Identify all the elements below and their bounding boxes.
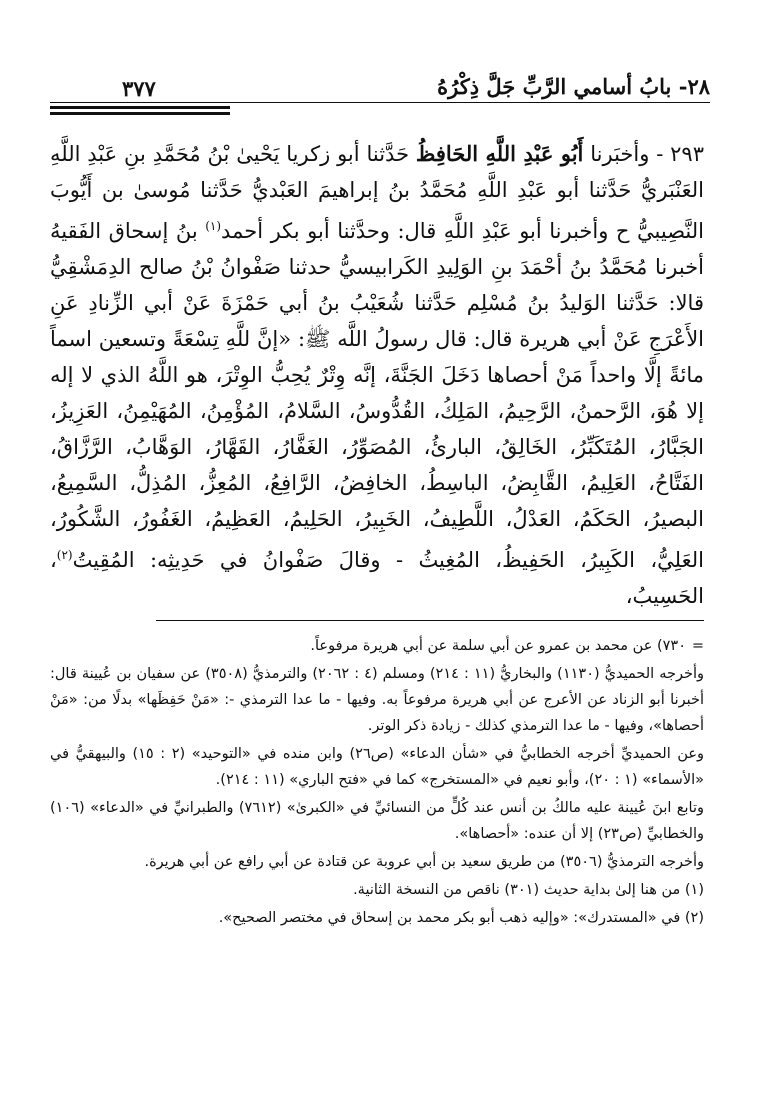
narrator-name: أَبُو عَبْدِ اللَّهِ الحَافِظُ [415,141,584,166]
page-number-rule-upper [50,106,230,109]
hadith-body: بنُ إسحاق الفَقيهُ أخبرنا مُحَمَّدُ بنُ أحْمَدَ بنِ الوَلِيدِ الكَرابيسيُّ حدثنا صَفْوانُ بْنُ صالح الدِمَشْقِيُّ قالا: حَدَّثنا الوَليدُ بنُ مُسْلِم حَدَّثنا شُعَيْبُ بنُ أبي حَمْزَةَ عَنْ أبي الزِّنادِ عَنِ الأَعْرَجِ عَنْ أبي هريرة قال: قال رسولُ اللَّه ﷺ: «إنَّ للَّهِ تِسْعَةً وتسعين اسماً مائةً إلَّا واحداً مَنْ أحصاها دَخَلَ الجَنَّةَ، إنَّه وِتْرٌ يُحِبُّ الوِتْرَ، هو اللَّهُ الذي لا إله إلا هُوَ، الرَّحمنُ، الرَّحِيمُ، المَلِكُ، القُدُّوسُ، السَّلامُ، المُؤْمِنُ، المُهَيْمِنُ، العَزِيزُ، الجَبَّارُ، المُتَكَبِّرُ، الخَالِقُ، البارئُ، المُصَوِّرُ، الغَفَّارُ، القَهَّارُ، الوَهَّابُ، الرَّزَّاقُ، الفَتَّاحُ، العَلِيمُ، القَّابِضُ، الباسِطُ، الخافِضُ، الرَّافِعُ، المُعِزُّ، المُذِلُّ، السَّمِيعُ، البصيرُ، الحَكَمُ، العَدْلُ، اللَّطِيفُ، الخَبِيرُ، الحَلِيمُ، العَظِيمُ، الغَفُورُ، الشَّكُورُ، العَلِيُّ، الكَبِيرُ، الحَفِيظُ، المُغِيثُ - وقالَ صَفْوانُ في حَدِيثِه: المُقِيتُ [50,219,704,572]
footnotes [50,633,710,931]
footnote-takhrij: وعن الحميديِّ أخرجه الخطابيُّ في «شأن الدعاء» (ص٢٦) وابن منده في «التوحيد» (٢ : ١٥) والبيهقيُّ في «الأسماء» (١ : ٢٠)، وأبو نعيم في «المستخرج» كما في «فتح الباري» (١١ : ٢١٤). [50,746,705,788]
footnote-separator [156,620,704,621]
isnad-text: حَدَّثنا أبو زكريا يَحْيىٰ بْنُ مُحَمَّدِ بنِ عَبْدِ اللَّهِ العَنْبَريُّ حَدَّثنا أبو عَبْدِ اللَّهِ مُحَمَّدُ بنُ إبراهيمَ العَبْديُّ حَدَّثنا مُوسىٰ بن أَيُّوبَ النَّصِيبيُّ ح وأخبرنا أبو عَبْدِ اللَّهِ قال: وحدَّثنا أبو بكر أحمد [50,142,704,243]
footnote-1: (١) من هنا إلىٰ بداية حديث (٣٠١) ناقص من النسخة الثانية. [353,882,704,898]
header-rule [50,102,710,103]
page-number: ٣٧٧ [122,76,156,101]
footnote-2: (٢) في «المستدرك»: «وإليه ذهب أبو بكر محمد بن إسحاق في مختصر الصحيح». [218,910,704,926]
hadith-body-end: ، الحَسِيبُ، [50,548,704,608]
hadith-number: ٢٩٣ - وأخبَرنا [590,142,704,166]
footnote-takhrij: وأخرجه الترمذيُّ (٣٥٠٦) من طريق سعيد بن أبي عروبة عن قتادة عن أبي رافع عن أبي هريرة. [144,854,704,870]
footnote-marker-1[interactable]: (١) [205,219,222,233]
book-page [50,68,710,933]
footnote-marker-2[interactable]: (٢) [56,548,73,562]
page-number-rule-lower [50,112,230,115]
page-header [50,68,710,112]
footnote-takhrij: وتابع ابنَ عُيينة عليه مالكُ بن أنس عند كُلٍّ من النسائيِّ في «الكبرىٰ» (٧٦١٢) والطبرانيِّ في «الدعاء» (١٠٦) والخطابيِّ (ص٢٣) إلا أن عنده: «أحصاها». [50,800,704,842]
chapter-title: ٢٨- بابُ أسامي الرَّبِّ جَلَّ ذِكْرُهُ [437,74,710,99]
hadith-text [50,136,710,614]
footnote-takhrij: وأخرجه الحميديُّ (١١٣٠) والبخاريُّ (١١ : ٢١٤) ومسلم (٤ : ٢٠٦٢) والترمذيُّ (٣٥٠٨) عن سفيان بن عُيينة قال: أخبرنا أبو الزناد عن الأعرج عن أبي هريرة مرفوعاً به. وفيها - ما عدا الترمذي -: «مَنْ حَفِظَها» بدلًا من: «مَنْ أحصاها»، وفيها - ما عدا الترمذي كذلك - زيادة ذكر الوتر. [50,666,704,734]
footnote-continued: = ٧٣٠) عن محمد بن عمرو عن أبي سلمة عن أبي هريرة مرفوعاً. [50,633,704,659]
